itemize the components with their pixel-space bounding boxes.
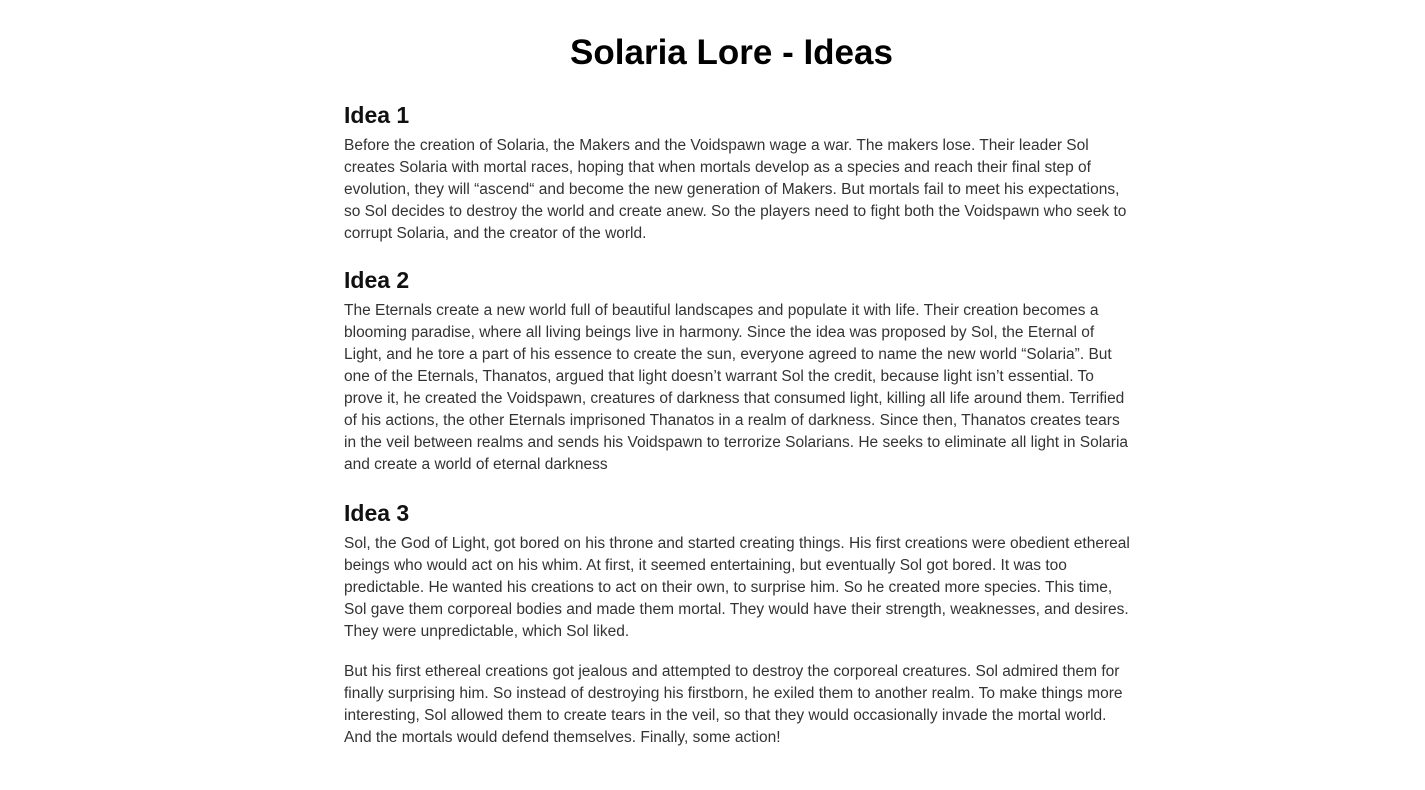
idea-paragraph: Before the creation of Solaria, the Makers and the Voidspawn wage a war. The makers lose. Their leader Sol creates Solaria with mortal races, hoping that when mortals develop as a species and reach their final step of evolution, they will “ascend“ and become the new generation of Makers. But mortals fail to meet his expectations, so Sol decides to destroy the world and create anew. So the players need to fight both the Voidspawn who seek to corrupt Solaria, and the creator of the world. [344, 137, 1127, 242]
idea-paragraph: But his first ethereal creations got jealous and attempted to destroy the corporeal creatures. Sol admired them for finally surprising him. So instead of destroying his firstborn, he exiled them to another realm. To make things more interesting, Sol allowed them to create tears in the veil, so that they would occasionally invade the mortal world. And the mortals would defend themselves. Finally, some action! [344, 663, 1123, 746]
idea-paragraph: Sol, the God of Light, got bored on his throne and started creating things. His first creations were obedient ethereal beings who would act on his whim. At first, it seemed entertaining, but eventually Sol got bored. It was too predictable. He wanted his creations to act on their own, to surprise him. So he created more species. This time, Sol gave them corporeal bodies and made them mortal. They would have their strength, weaknesses, and desires. They were unpredictable, which Sol liked. [344, 535, 1130, 640]
idea-section-2 [344, 265, 1134, 476]
idea-heading: Idea 3 [344, 500, 410, 526]
document-content [344, 100, 1134, 769]
idea-heading: Idea 2 [344, 267, 410, 293]
idea-paragraph: The Eternals create a new world full of beautiful landscapes and populate it with life. Their creation becomes a blooming paradise, where all living beings live in harmony. Since the idea was proposed by Sol, the Eternal of Light, and he tore a part of his essence to create the sun, everyone agreed to name the new world “Solaria”. But one of the Eternals, Thanatos, argued that light doesn’t warrant Sol the credit, because light isn’t essential. To prove it, he created the Voidspawn, creatures of darkness that consumed light, killing all life around them. Terrified of his actions, the other Eternals imprisoned Thanatos in a realm of darkness. Since then, Thanatos creates tears in the veil between realms and sends his Voidspawn to terrorize Solarians. He seeks to eliminate all light in Solaria and create a world of eternal darkness [344, 302, 1129, 473]
page-title: Solaria Lore - Ideas [570, 33, 893, 72]
idea-heading: Idea 1 [344, 102, 410, 128]
idea-section-1 [344, 100, 1134, 245]
idea-section-3 [344, 498, 1134, 749]
